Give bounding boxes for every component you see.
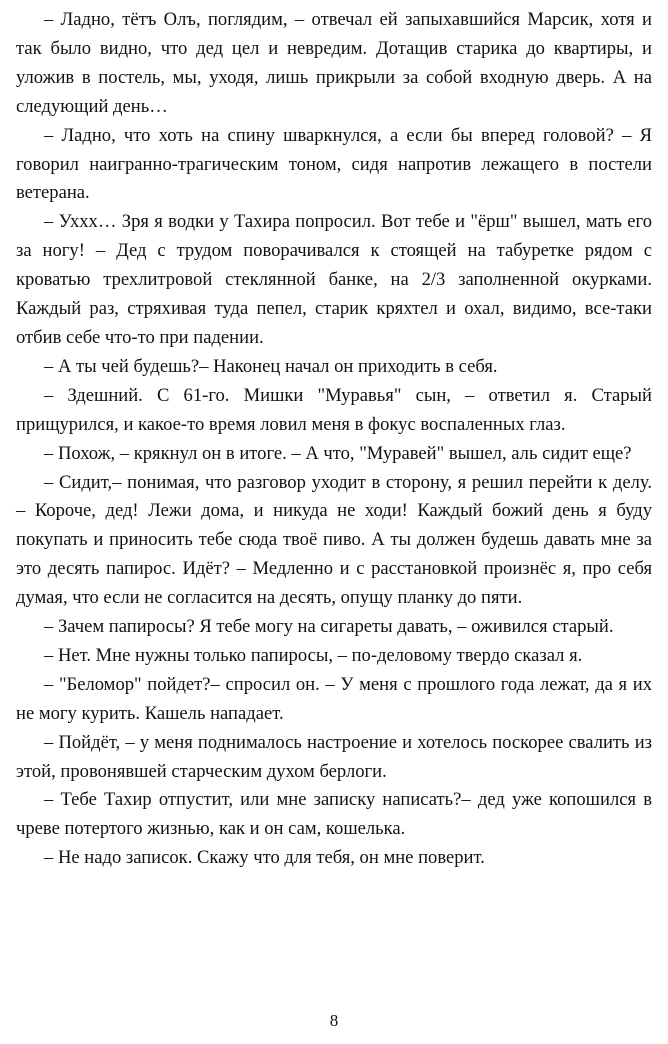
paragraph-12: – Тебе Тахир отпустит, или мне записку написать?– дед уже копошился в чреве потертого жизнью, как и он сам, кошелька. [16,789,652,840]
paragraph-9: – Нет. Мне нужны только папиросы, – по-деловому твердо сказал я. [44,644,583,666]
paragraph-13: – Не надо записок. Скажу что для тебя, он мне поверит. [44,847,485,869]
paragraph-6: – Похож, – крякнул он в итоге. – А что, "Муравей" вышел, аль сидит еще? [44,442,632,464]
paragraph-3: – Уххх… Зря я водки у Тахира попросил. Вот тебе и "ёрш" вышел, мать его за ногу! – Дед с трудом поворачивался к стоящей на табуретке рядом с кроватью трехлитровой стеклянной банке, на 2/3 заполненной окурками. Каждый раз, стряхивая туда пепел, старик кряхтел и охал, видимо, все-таки отбив себе что-то при падении. [16,211,652,348]
page-number: 8 [329,1011,339,1030]
paragraph-1: – Ладно, тётъ Олъ, поглядим, – отвечал ей запыхавшийся Марсик, хотя и так было видно, что дед цел и невредим. Дотащив старика до квартиры, и уложив в постель, мы, уходя, лишь прикрыли за собой входную дверь. А на следующий день… [16,9,652,117]
paragraph-8: – Зачем папиросы? Я тебе могу на сигареты давать, – оживился старый. [44,616,614,638]
paragraph-5: – Здешний. С 61-го. Мишки "Муравья" сын, – ответил я. Старый прищурился, и какое-то время ловил меня в фокус воспаленных глаз. [16,384,652,435]
paragraph-10: – "Беломор" пойдет?– спросил он. – У меня с прошлого года лежат, да я их не могу курить. Кашель нападает. [16,673,652,724]
paragraph-11: – Пойдёт, – у меня поднималось настроение и хотелось поскорее свалить из этой, провонявшей старческим духом берлоги. [16,731,652,782]
paragraph-7: – Сидит,– понимая, что разговор уходит в сторону, я решил перейти к делу. – Короче, дед! Лежи дома, и никуда не ходи! Каждый божий день я буду покупать и приносить тебе сюда твоё пиво. А ты должен будешь давать мне за это десять папирос. Идёт? – Медленно и с расстановкой произнёс я, про себя думая, что если не согласится на десять, опущу планку до пяти. [16,471,652,609]
paragraph-4: – А ты чей будешь?– Наконец начал он приходить в себя. [44,355,498,377]
page-body [16,6,652,873]
paragraph-2: – Ладно, что хоть на спину шваркнулся, а если бы вперед головой? – Я говорил наигранно-трагическим тоном, сидя напротив лежащего в постели ветерана. [16,124,652,204]
